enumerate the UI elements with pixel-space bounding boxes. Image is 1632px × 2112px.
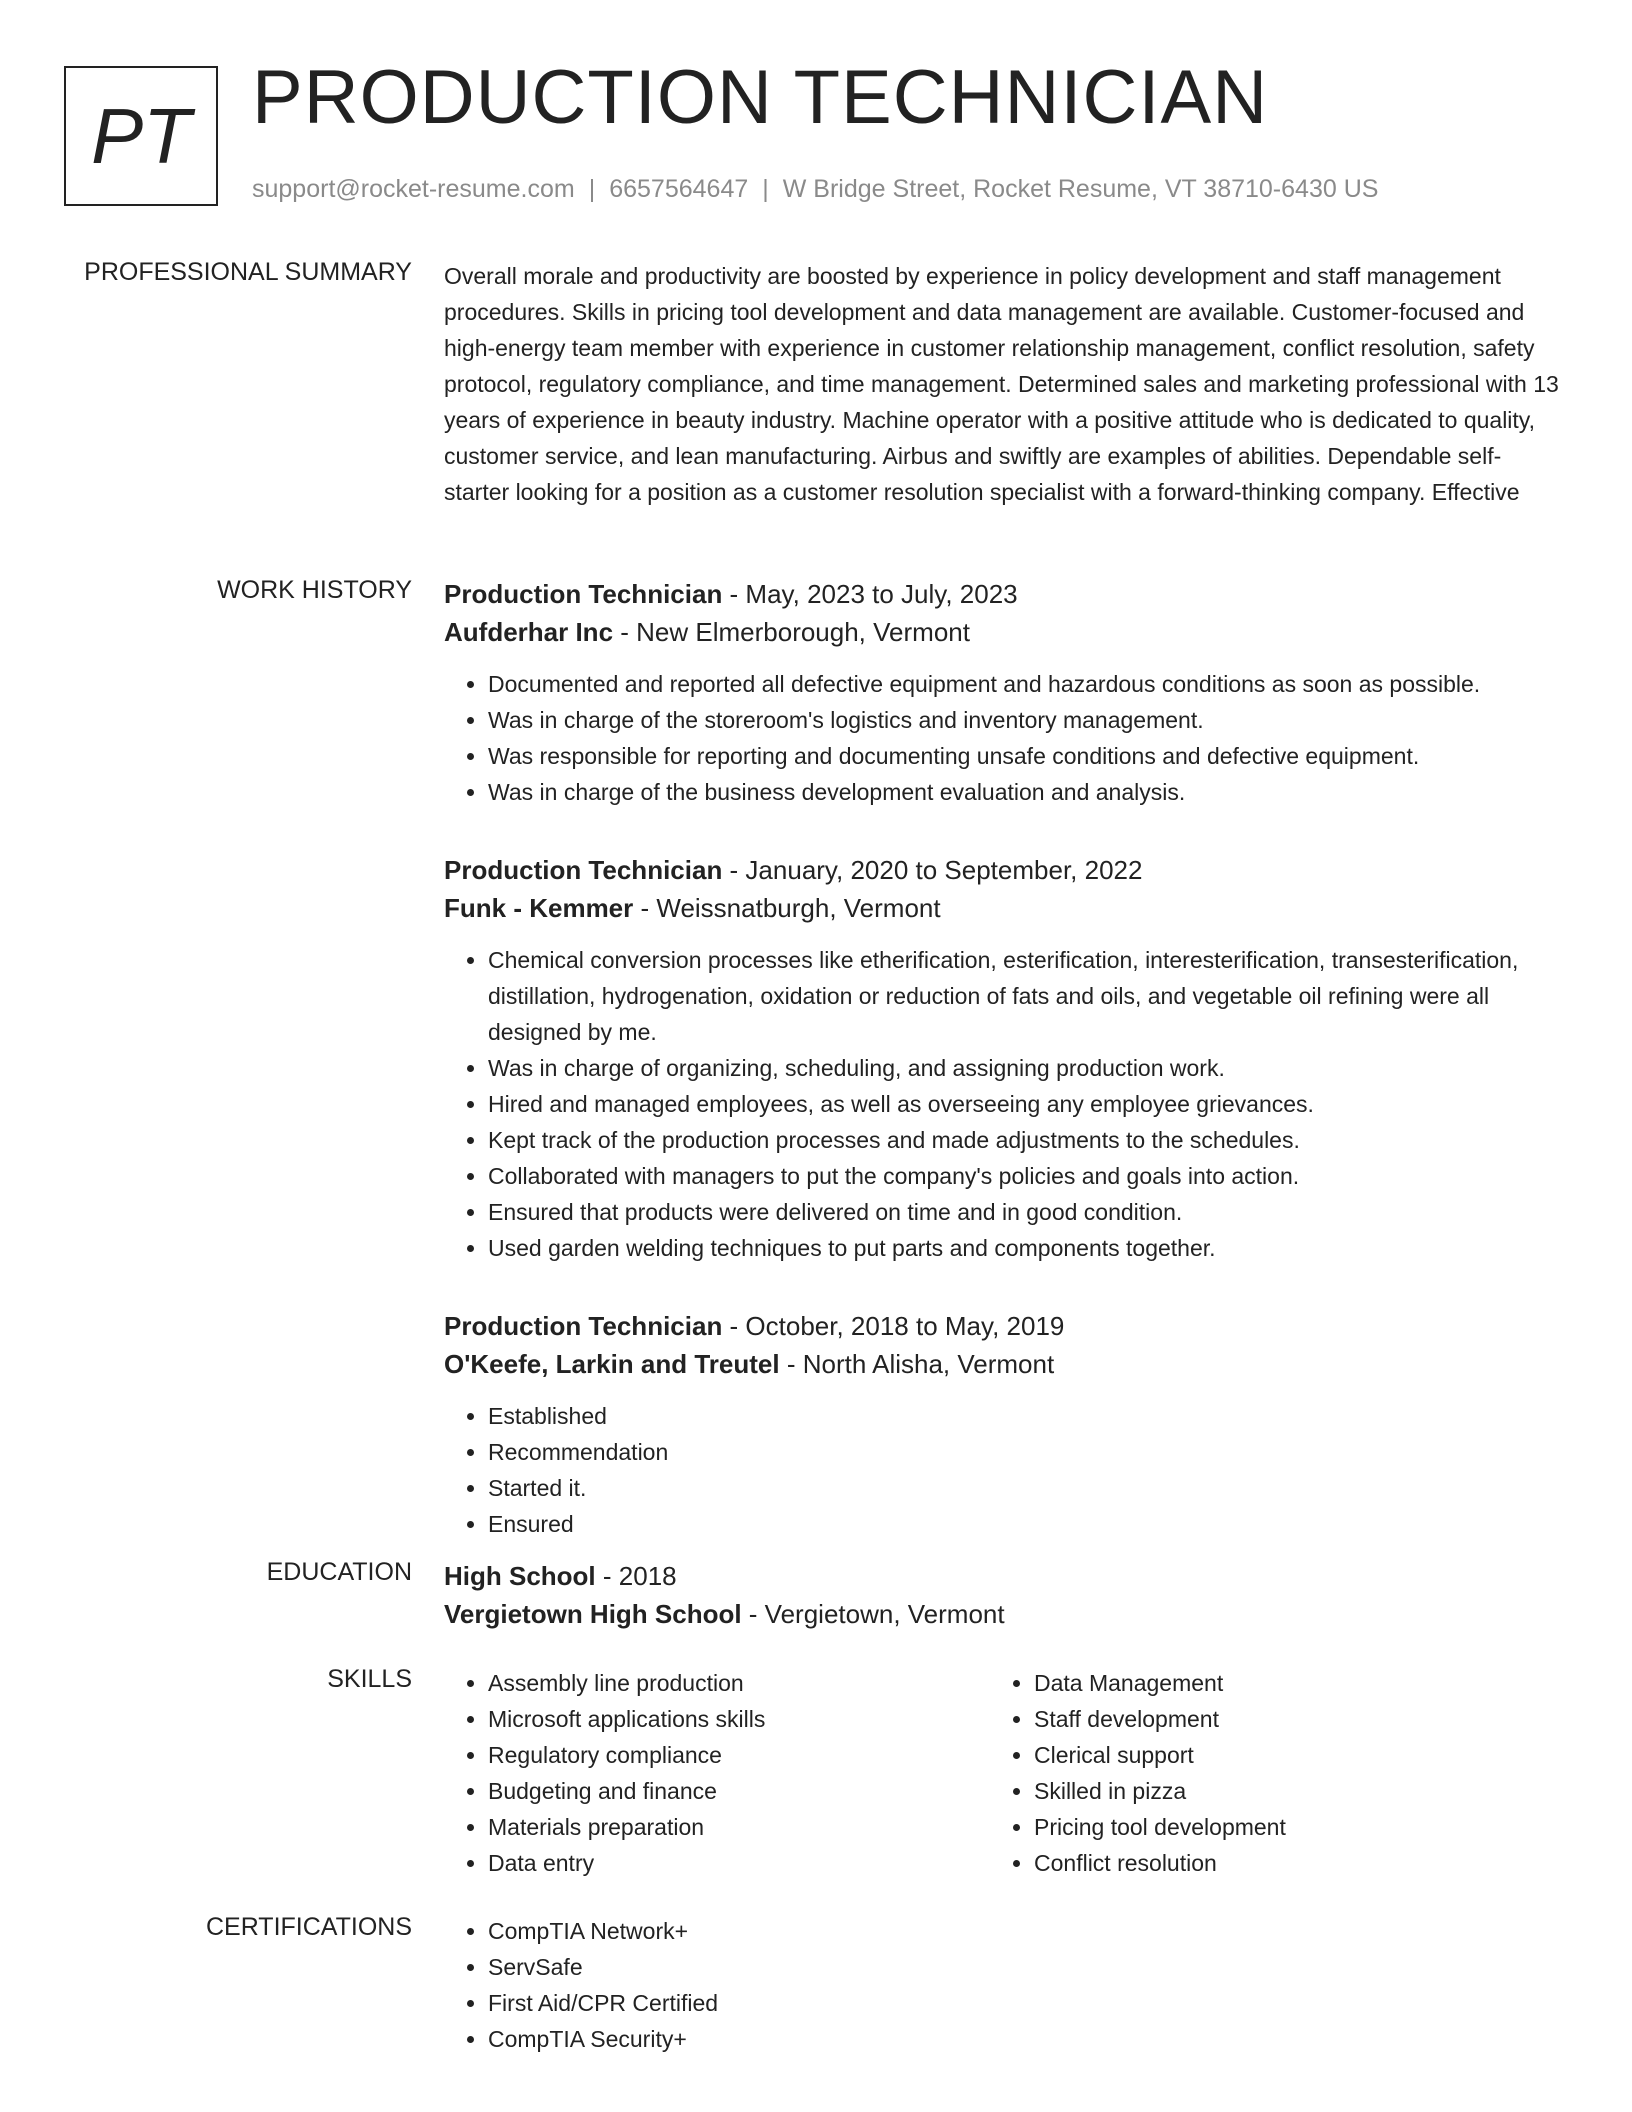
list-item: • Assembly line production xyxy=(488,1665,990,1701)
education-school-line xyxy=(444,1594,1564,1634)
list-item: • Chemical conversion processes like etherification, esterification, interesterification, transesterification, distillation, hydrogenation, oxidation or reduction of fats and oils, and vegetable oil refining were all designed by me. xyxy=(488,942,1564,1050)
list-item: • Conflict resolution xyxy=(1034,1845,1536,1881)
section-label: EDUCATION xyxy=(266,1558,412,1586)
contact-separator: | xyxy=(762,175,769,203)
job-dates: - January, 2020 to September, 2022 xyxy=(722,855,1143,885)
job-bullets xyxy=(444,942,1564,1266)
list-item: • Was in charge of the storeroom's logistics and inventory management. xyxy=(488,702,1564,738)
job-title: Production Technician xyxy=(444,855,723,885)
list-item: • Data entry xyxy=(488,1845,990,1881)
job-dates: - May, 2023 to July, 2023 xyxy=(722,579,1018,609)
list-item: • Kept track of the production processes and made adjustments to the schedules. xyxy=(488,1122,1564,1158)
education-degree-line xyxy=(444,1558,1564,1594)
job-list xyxy=(444,576,1564,1584)
education-year: - 2018 xyxy=(595,1561,677,1591)
job-entry xyxy=(444,1308,1564,1542)
job-bullets xyxy=(444,1398,1564,1542)
job-location: - Weissnatburgh, Vermont xyxy=(633,893,941,923)
job-bullets xyxy=(444,666,1564,810)
list-item: • Ensured xyxy=(488,1506,1564,1542)
job-entry xyxy=(444,852,1564,1266)
contact-separator: | xyxy=(588,175,596,203)
job-company-line xyxy=(444,888,1564,928)
list-item: • Was responsible for reporting and documenting unsafe conditions and defective equipment. xyxy=(488,738,1564,774)
list-item: • Staff development xyxy=(1034,1701,1536,1737)
list-item: • Documented and reported all defective equipment and hazardous conditions as soon as possible. xyxy=(488,666,1564,702)
list-item: • Hired and managed employees, as well as overseeing any employee grievances. xyxy=(488,1086,1564,1122)
contact-address: W Bridge Street, Rocket Resume, VT 38710-6430 US xyxy=(782,175,1379,203)
list-item: • Clerical support xyxy=(1034,1737,1536,1773)
job-location: - New Elmerborough, Vermont xyxy=(613,617,970,647)
job-company-line xyxy=(444,612,1564,652)
list-item: • Regulatory compliance xyxy=(488,1737,990,1773)
certifications-list xyxy=(444,1913,1564,2057)
list-item: • Pricing tool development xyxy=(1034,1809,1536,1845)
list-item: • First Aid/CPR Certified xyxy=(488,1985,1564,2021)
job-company-line xyxy=(444,1344,1564,1384)
job-entry xyxy=(444,576,1564,810)
contact-email: support@rocket-resume.com xyxy=(252,175,575,203)
job-company: O'Keefe, Larkin and Treutel xyxy=(444,1349,780,1379)
monogram-text: PT xyxy=(91,91,191,180)
job-title-line xyxy=(444,852,1564,888)
monogram-badge xyxy=(64,66,218,206)
list-item: • Microsoft applications skills xyxy=(488,1701,990,1737)
list-item: • Recommendation xyxy=(488,1434,1564,1470)
list-item: • Materials preparation xyxy=(488,1809,990,1845)
list-item: • Budgeting and finance xyxy=(488,1773,990,1809)
job-title-line xyxy=(444,1308,1564,1344)
section-label: WORK HISTORY xyxy=(217,576,412,604)
contact-line xyxy=(252,175,1378,204)
list-item: • Established xyxy=(488,1398,1564,1434)
job-title-line xyxy=(444,576,1564,612)
list-item: • ServSafe xyxy=(488,1949,1564,1985)
job-location: - North Alisha, Vermont xyxy=(779,1349,1055,1379)
job-title: Production Technician xyxy=(444,579,723,609)
skills-list-right xyxy=(990,1665,1536,1881)
list-item: • CompTIA Security+ xyxy=(488,2021,1564,2057)
list-item: • Was in charge of organizing, scheduling, and assigning production work. xyxy=(488,1050,1564,1086)
page-title: PRODUCTION TECHNICIAN xyxy=(252,55,1269,140)
education-school: Vergietown High School xyxy=(444,1599,742,1629)
list-item: • CompTIA Network+ xyxy=(488,1913,1564,1949)
section-label: SKILLS xyxy=(327,1665,412,1693)
education-degree: High School xyxy=(444,1561,596,1591)
education-location: - Vergietown, Vermont xyxy=(741,1599,1005,1629)
job-title: Production Technician xyxy=(444,1311,723,1341)
list-item: • Started it. xyxy=(488,1470,1564,1506)
job-company: Aufderhar Inc xyxy=(444,617,614,647)
section-label: PROFESSIONAL SUMMARY xyxy=(84,258,412,286)
section-label: CERTIFICATIONS xyxy=(205,1913,412,1941)
job-company: Funk - Kemmer xyxy=(444,893,634,923)
contact-phone: 6657564647 xyxy=(609,175,749,203)
list-item: • Ensured that products were delivered on time and in good condition. xyxy=(488,1194,1564,1230)
summary-text: Overall morale and productivity are boosted by experience in policy development and staff management procedures. Skills in pricing tool development and data management are available. Customer-focused and high-energy team member with experience in customer relationship management, conflict resolution, safety protocol, regulatory compliance, and time management. Determined sales and marketing professional with 13 years of experience in beauty industry. Machine operator with a positive attitude who is dedicated to quality, customer service, and lean manufacturing. Airbus and swiftly are examples of abilities. Dependable self-starter looking for a position as a customer resolution specialist with a forward-thinking company. Effective xyxy=(444,263,1559,505)
list-item: • Was in charge of the business development evaluation and analysis. xyxy=(488,774,1564,810)
job-dates: - October, 2018 to May, 2019 xyxy=(722,1311,1065,1341)
list-item: • Used garden welding techniques to put parts and components together. xyxy=(488,1230,1564,1266)
list-item: • Skilled in pizza xyxy=(1034,1773,1536,1809)
list-item: • Collaborated with managers to put the company's policies and goals into action. xyxy=(488,1158,1564,1194)
skills-list-left xyxy=(444,1665,990,1881)
list-item: • Data Management xyxy=(1034,1665,1536,1701)
